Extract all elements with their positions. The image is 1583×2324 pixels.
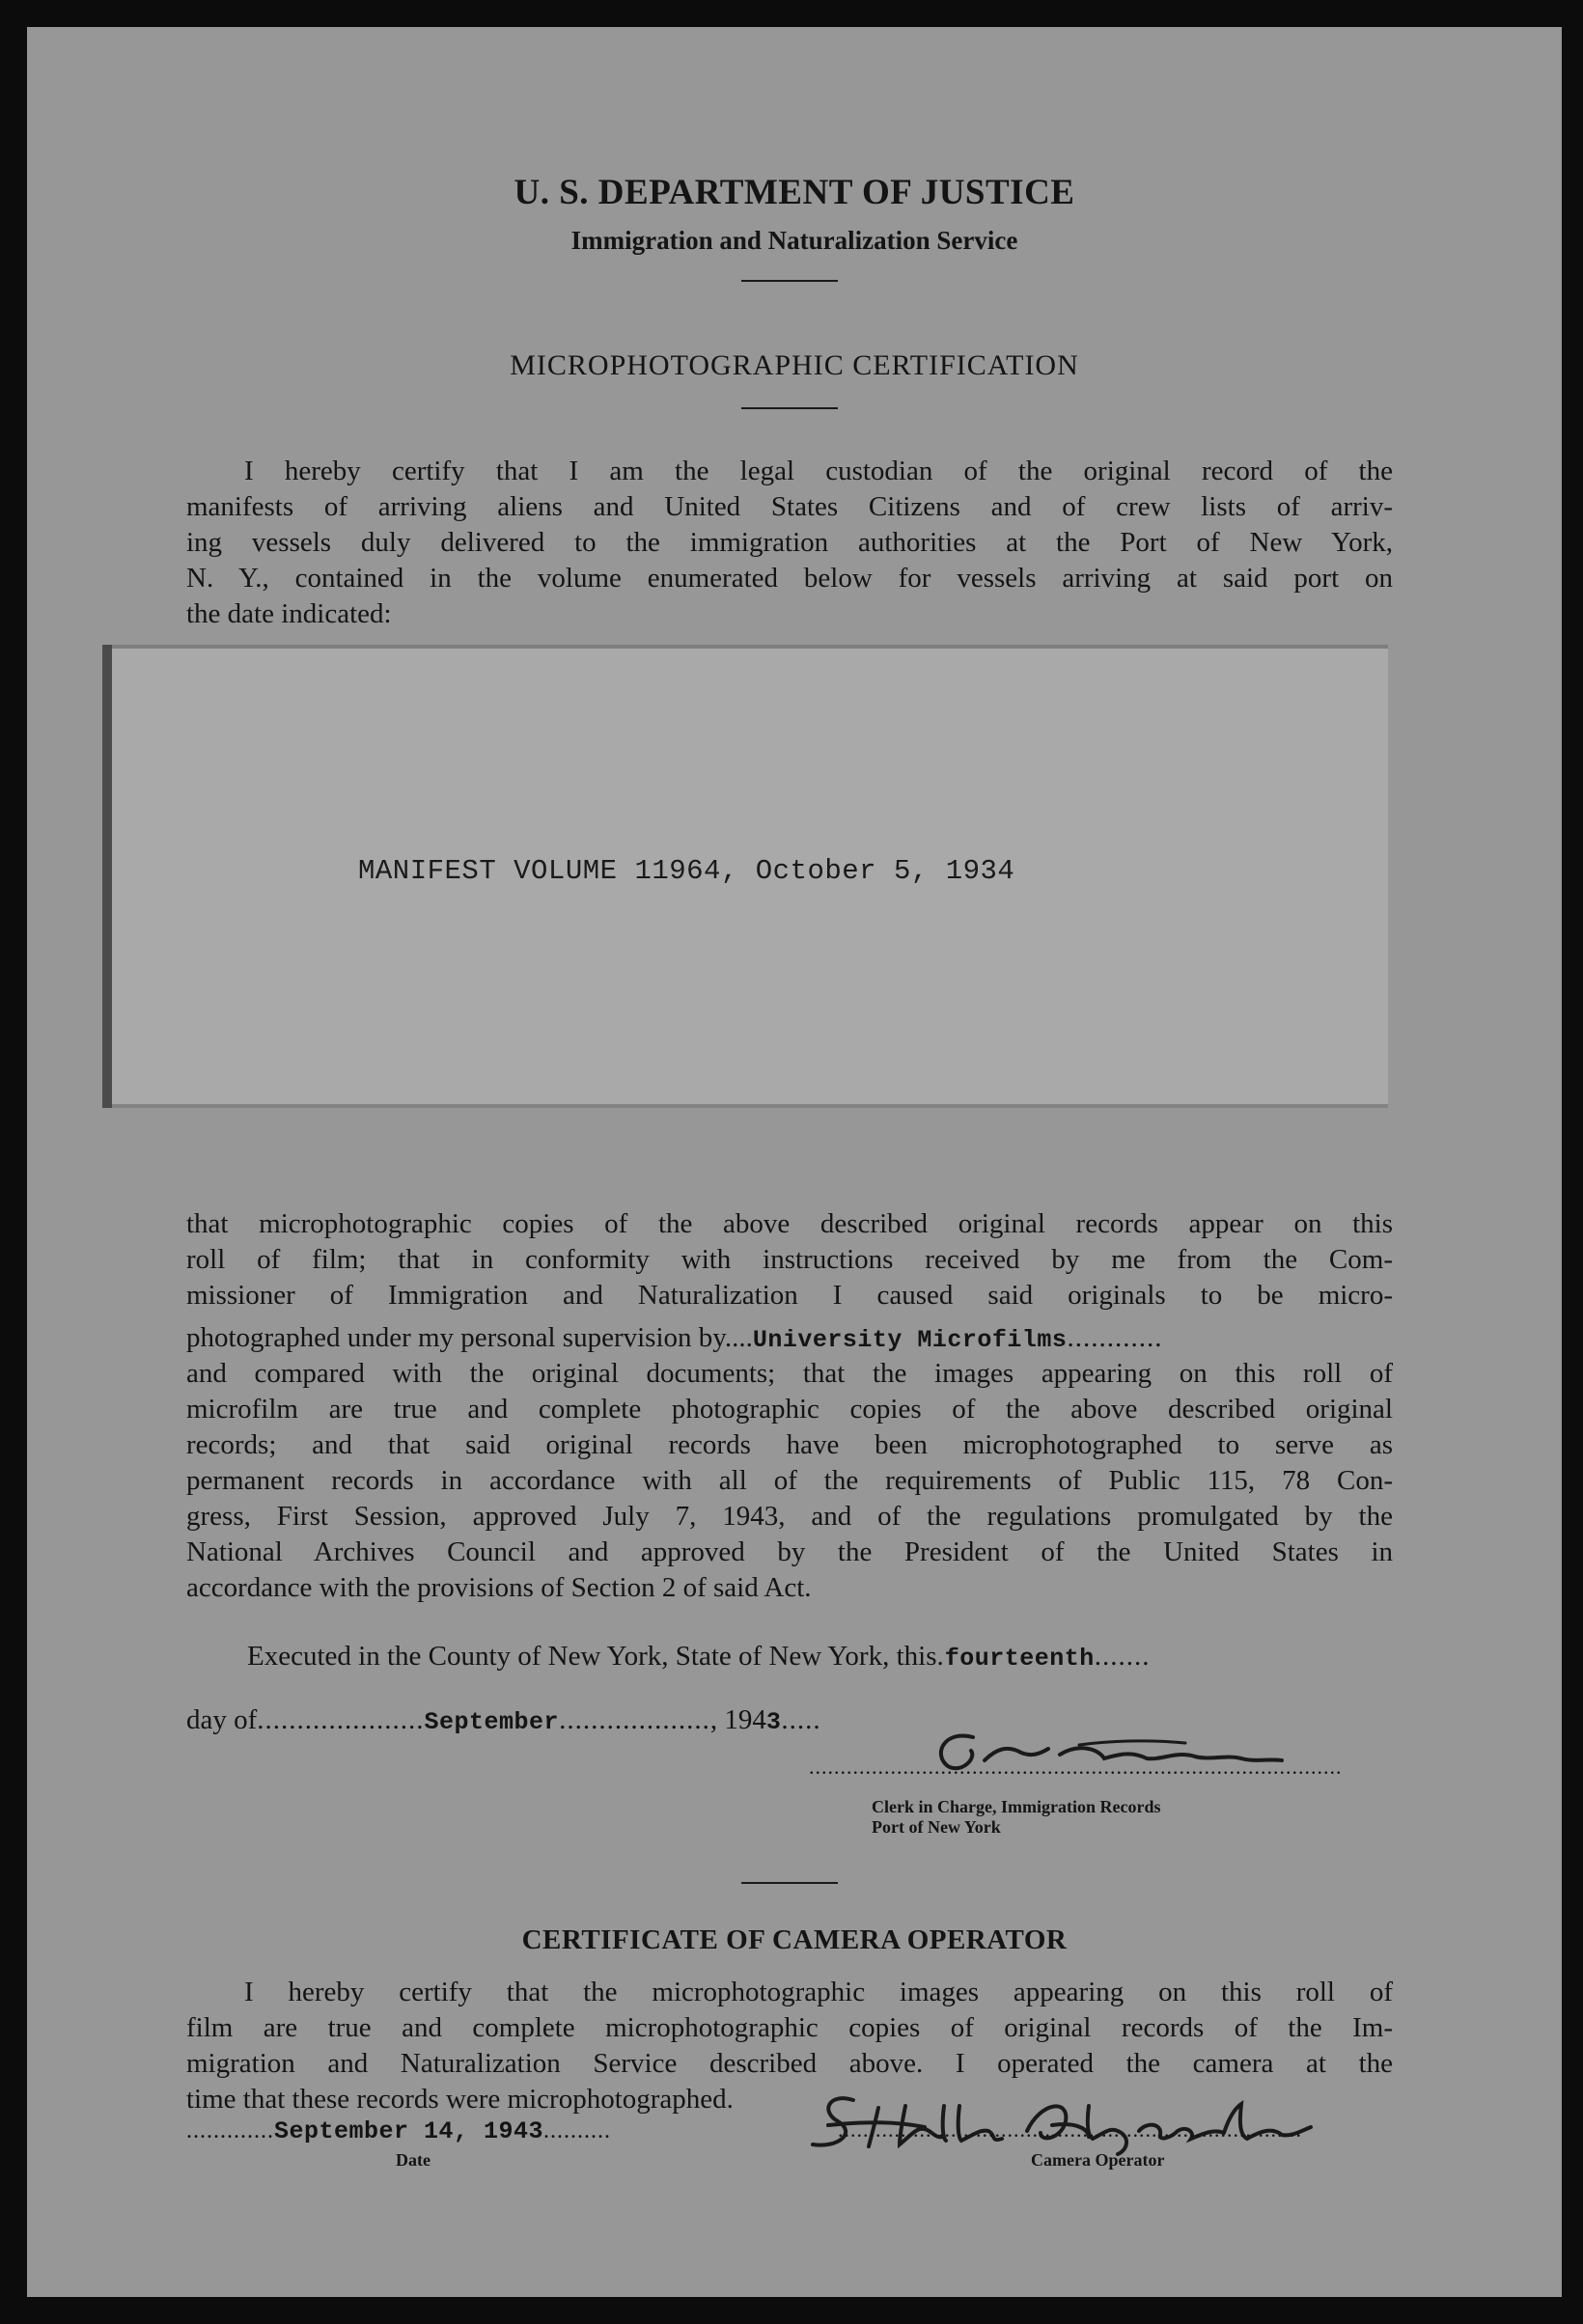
service-subtitle: Immigration and Naturalization Service [570, 226, 1018, 255]
text-line: that microphotographic copies of the above described original records appear on this [186, 1208, 1393, 1239]
certificate-page [27, 27, 1562, 2297]
executed-prefix: Executed in the County of New York, State of New York, this [247, 1641, 937, 1672]
year-prefix: , 194 [709, 1704, 766, 1735]
text-line: time that these records were microphotographed. [186, 2084, 734, 2115]
text-line: records; and that said original records have been microphotographed to serve as [186, 1429, 1393, 1460]
supervisor-name: University Microfilms [752, 1326, 1068, 1354]
signature-line: .......................................................................... [838, 2117, 1302, 2142]
certification-heading: MICROPHOTOGRAPHIC CERTIFICATION [510, 349, 1079, 381]
text-line: National Archives Council and approved by the President of the United States in [186, 1536, 1393, 1567]
text-line: microfilm are true and complete photographic copies of the above described original [186, 1394, 1393, 1425]
text-line: missioner of Immigration and Naturalization I caused said originals to be micro- [186, 1280, 1393, 1311]
year-digit: 3 [765, 1708, 782, 1736]
operation-date: September 14, 1943 [274, 2117, 544, 2145]
supervision-prefix: photographed under my personal supervision by.... [186, 1322, 753, 1353]
text-line: migration and Naturalization Service described above. I operated the camera at the [186, 2048, 1393, 2079]
date-line: .............September 14, 1943.......... [186, 2117, 612, 2145]
text-line: roll of film; that in conformity with instructions received by me from the Com- [186, 1244, 1393, 1275]
clerk-port: Port of New York [872, 1817, 1001, 1837]
intro-paragraph [186, 454, 1393, 632]
camera-operator-heading: CERTIFICATE OF CAMERA OPERATOR [521, 1924, 1068, 1955]
executed-line: Executed in the County of New York, State of New York, this.fourteenth....... [247, 1641, 1151, 1673]
text-line: I hereby certify that the microphotographic images appearing on this roll of [244, 1977, 1393, 2007]
dotted-fill: ............ [1067, 1322, 1163, 1353]
supervision-line [186, 1320, 1162, 1358]
body-paragraph-continued [186, 1356, 1393, 1606]
text-line: and compared with the original documents; that the images appearing on this roll of [186, 1358, 1393, 1389]
divider [741, 1882, 838, 1884]
clerk-title: Clerk in Charge, Immigration Records [872, 1797, 1161, 1816]
text-line: permanent records in accordance with all of the requirements of Public 115, 78 Con- [186, 1465, 1393, 1496]
body-paragraph [186, 1206, 1393, 1314]
divider [741, 407, 838, 409]
date-label: Date [396, 2150, 430, 2170]
text-line: N. Y., contained in the volume enumerated below for vessels arriving at said port on [186, 563, 1393, 594]
day-of-line: day of.....................September..................., 1943..... [186, 1704, 821, 1736]
executed-month: September [424, 1708, 560, 1736]
manifest-entry: MANIFEST VOLUME 11964, October 5, 1934 [358, 855, 1015, 887]
text-line: gress, First Session, approved July 7, 1943, and of the regulations promulgated by the [186, 1501, 1393, 1532]
camera-operator-label: Camera Operator [1031, 2150, 1165, 2170]
text-line: ing vessels duly delivered to the immigration authorities at the Port of New York, [186, 527, 1393, 558]
manifest-insert-card [102, 645, 1388, 1108]
text-line: manifests of arriving aliens and United States Citizens and of crew lists of arriv- [186, 491, 1393, 522]
divider [741, 280, 838, 282]
department-title: U. S. DEPARTMENT OF JUSTICE [514, 173, 1075, 212]
signature-line: ..................................................................................... [809, 1755, 1343, 1779]
executed-day: fourteenth [944, 1645, 1095, 1673]
day-of-label: day of [186, 1704, 258, 1735]
text-line: I hereby certify that I am the legal custodian of the original record of the [244, 456, 1393, 486]
text-line: accordance with the provisions of Section 2 of said Act. [186, 1572, 812, 1603]
text-line: the date indicated: [186, 598, 392, 629]
text-line: film are true and complete microphotographic copies of original records of the Im- [186, 2012, 1393, 2043]
